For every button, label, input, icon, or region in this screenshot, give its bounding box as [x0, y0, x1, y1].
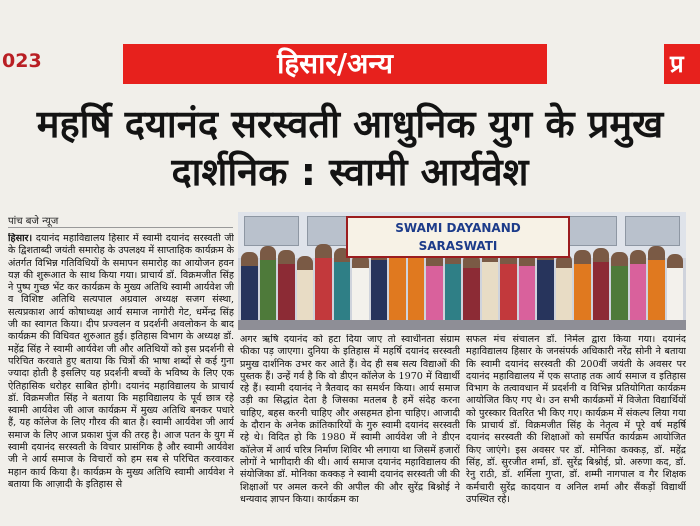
event-photo — [238, 212, 686, 330]
article-column-2: अगर ऋषि दयानंद को हटा दिया जाए तो स्वाधीनता संग्राम फीका पड़ जाएगा। दुनिया के इतिहास में महर्षि दयानंद सरस्वती प्रमुख दार्शनिक उभर कर आते हैं। वेद ही सब सत्य विद्याओं की पुस्तक हैं। उन्हें गर्व है कि वो डीएन कॉलेज के 1970 में विद्यार्थी रहे हैं। स्वामी दयानंद ने त्रैतवाद का समर्थन किया। आर्य समाज उड़ी का सिद्धांत देता है जिसका मतलब है हमें संदेह करना चाहिए, बहस करनी चाहिए और असहमत होना चाहिए। आजादी के दौरान के अनेक क्रांतिकारियों के गुरु स्वामी दयानंद सरस्वती रहे थे। विदित हो कि 1980 में स्वामी आर्यवेश जी ने डीएन कॉलेज में आर्य चरित्र निर्माण शिविर भी लगाया था जिसमें हजारों लोगों ने भागीदारी की थी। आर्य समाज दयानंद महाविद्यालय की संयोजिका डॉ. मोनिका कक्कड़ ने स्वामी दयानंद सरस्वती जी की शिक्षाओं पर अमल करने की अपील की और सुरेंद्र बिश्नोई ने धन्यवाद ज्ञापन किया। कार्यक्रम का — [240, 334, 460, 505]
photo-banner-line-2: SARASWATI — [418, 239, 498, 253]
photo-person — [611, 252, 628, 330]
article-column-3: सफल मंच संचालन डॉ. निर्मल द्वारा किया गया। दयानंद महाविद्यालय हिसार के जनसंपर्क अधिकारी नरेंद्र सोनी ने बताया कि स्वामी दयानंद सरस्वती की 200वीं जयंती के अवसर पर दयानंद महाविद्यालय में एक सप्ताह तक आर्य समाज व इतिहास विभाग के तत्वावधान में प्रदर्शनी व विभिन्न प्रतियोगिता कार्यक्रम आयोजित किए गए थे। उन सभी कार्यक्रमों में विजेता विद्यार्थियों को पुरस्कार वितरित भी किए गए। कार्यक्रम में संकल्प लिया गया कि प्राचार्य डॉ. विक्रमजीत सिंह के नेतृत्व में पूरे वर्ष महर्षि दयानंद सरस्वती की शिक्षाओं को समर्पित कार्यक्रम आयोजित किए जाएंगे। इस अवसर पर डॉ. मोनिका कक्कड़, डॉ. महेंद्र सिंह, डॉ. सुरजीत शर्मा, डॉ. सुरेंद्र बिश्नोई, प्रो. अरुणा कद, डॉ. रेनु राठी, डॉ. शर्मिला गुप्ता, डॉ. शम्मी नागपाल व गैर शिक्षक कर्मचारी सुरेंद्र कादयान व अनिल शर्मा और सैंकड़ों विद्यार्थी उपस्थित रहे। — [466, 334, 686, 505]
photo-stage-banner — [346, 216, 570, 258]
adjacent-column-edge — [686, 118, 700, 448]
section-category-banner-right: प्र — [664, 44, 700, 84]
photo-person — [556, 254, 573, 330]
byline-divider — [8, 227, 233, 228]
photo-person — [519, 252, 536, 330]
photo-person — [593, 248, 610, 330]
photo-person — [463, 254, 480, 330]
photo-floor — [238, 320, 686, 330]
photo-person — [426, 252, 443, 330]
photo-person — [315, 244, 332, 330]
photo-person — [445, 250, 462, 330]
year-fragment: 023 — [2, 50, 42, 72]
photo-person — [630, 250, 647, 330]
photo-person — [667, 254, 684, 330]
photo-person — [278, 250, 295, 330]
article-byline: पांच बजे न्यूज — [8, 216, 59, 227]
photo-person — [648, 246, 665, 330]
photo-person — [260, 246, 277, 330]
photo-person — [334, 248, 351, 330]
photo-person — [241, 252, 258, 330]
photo-person — [537, 246, 554, 330]
photo-person — [574, 250, 591, 330]
article-column-1-text: दयानंद महाविद्यालय हिसार में स्वामी दयानंद सरस्वती जी के द्विशताब्दी जयंती समारोह के उपलक्ष्य में साप्ताहिक कार्यक्रम के अंतर्गत विभिन्न गतिविधियों के समापन समारोह का आयोजन हवन यज्ञ की शुरूआत के साथ किया गया। प्राचार्य डॉ. विक्रमजीत सिंह ने पुष्प गुच्छ भेंट कर कार्यक्रम के मुख्य अतिथि स्वामी आर्यवेश जी व विशिष्ट अतिथि सत्यपाल अग्रवाल अध्यक्ष सजग संस्था, सत्यप्रकाश आर्य कोषाध्यक्ष आर्य समाज नागोरी गेट, धर्मेन्द्र सिंह जी का स्वागत किया। दीप प्रज्वलन व प्रदर्शनी अवलोकन के बाद कार्यक्रम की विधिवत शुरुआत हुई। इतिहास विभाग के अध्यक्ष डॉ. महेंद्र सिंह ने स्वामी आर्यवेश जी और अतिथियों को इस प्रदर्शनी से परिचित करवाते हुए बताया कि चित्रों की भाषा शब्दों से कई गुना ज्यादा होती है इसलिए यह प्रदर्शनी बच्चों के भविष्य के लिए एक ऐतिहासिक धरोहर साबित होगी। दयानंद महाविद्यालय के प्राचार्य डॉ. विक्रमजीत सिंह ने बताया कि महाविद्यालय के पूर्व छात्र रहे स्वामी आर्यवेश जी आज कार्यक्रम में मुख्य अतिथि बनकर पधारे हैं, यह कॉलेज के लिए गौरव की बात है। स्वामी आर्यवेश जी आर्य समाज के लिए आज प्रकाश पुंज की तरह है। आज पतन के युग में स्वामी दयानंद सरस्वती के विचार प्रासंगिक है और स्वामी आर्यवेश जी ने आर्य समाज के विचारों को हम सब से परिचित करवाकर महान कार्य किया है। कार्यक्रम के मुख्य अतिथि स्वामी आर्यवेश ने बताया कि आज़ादी के इतिहास से — [8, 233, 234, 490]
section-category-banner: हिसार/अन्य — [123, 44, 547, 84]
photo-person — [482, 248, 499, 330]
article-dateline: हिसार। — [8, 233, 33, 244]
article-headline: महर्षि दयानंद सरस्वती आधुनिक युग के प्रमुख दार्शनिक : स्वामी आर्यवेश — [36, 102, 664, 194]
photo-banner-line-1: SWAMI DAYANAND — [395, 221, 521, 235]
photo-person — [352, 254, 369, 330]
photo-person — [500, 250, 517, 330]
photo-person — [297, 256, 314, 330]
article-column-1 — [8, 233, 234, 525]
photo-person — [371, 246, 388, 330]
